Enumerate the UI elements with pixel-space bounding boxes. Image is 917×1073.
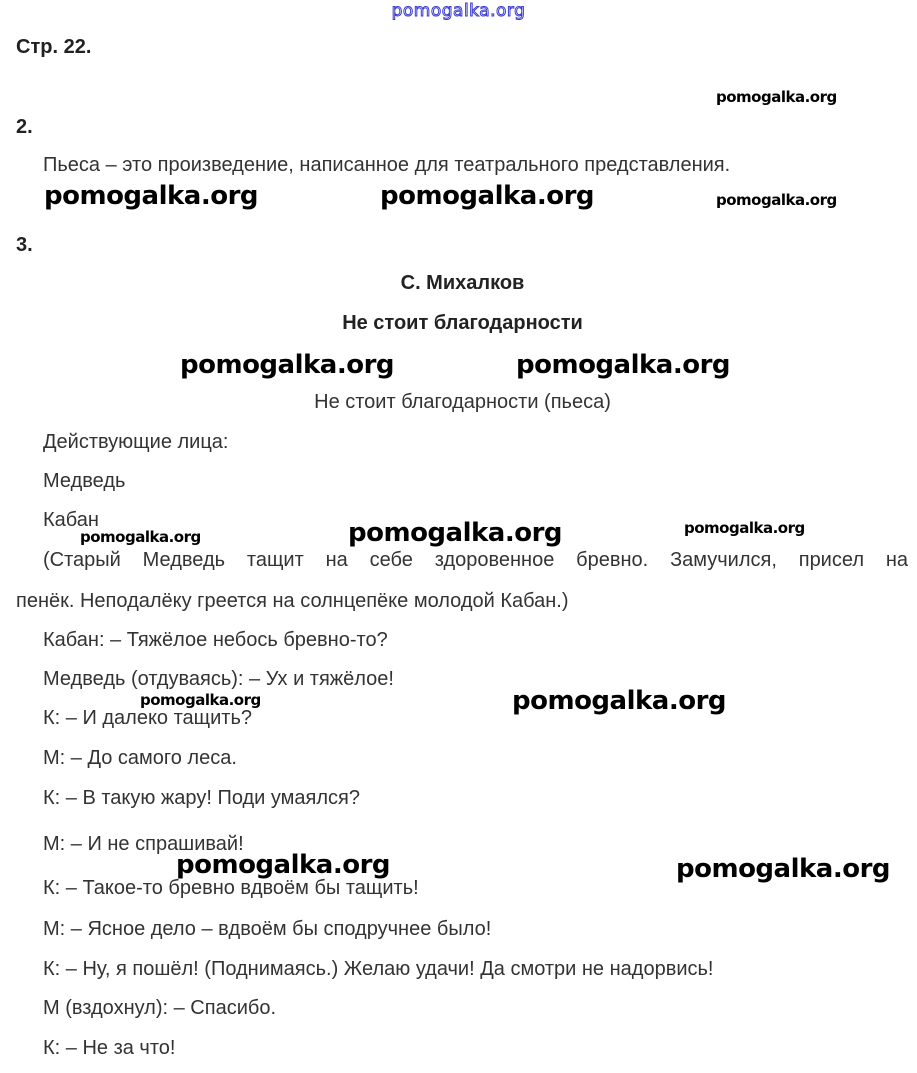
- watermark: pomogalka.org: [676, 854, 891, 884]
- dialog-line: К: – И далеко тащить?: [43, 707, 253, 729]
- page-label: Стр. 22.: [16, 36, 92, 58]
- dialog-line: Кабан: – Тяжёлое небось бревно-то?: [43, 629, 388, 651]
- dialog-line: М: – Ясное дело – вдвоём бы сподручнее было!: [43, 918, 492, 940]
- dialog-line: М: – До самого леса.: [43, 747, 237, 769]
- dialog-line: Медведь (отдуваясь): – Ух и тяжёлое!: [43, 668, 394, 690]
- watermark: pomogalka.org: [180, 350, 395, 380]
- watermark: pomogalka.org: [44, 181, 259, 211]
- dialog-line: М: – И не спрашивай!: [43, 833, 244, 855]
- watermark: pomogalka.org: [140, 691, 261, 709]
- task-2-number: 2.: [16, 116, 33, 138]
- work-title: Не стоит благодарности: [342, 312, 583, 334]
- author: С. Михалков: [400, 272, 525, 294]
- stage-direction-line-2: пенёк. Неподалёку греется на солнцепёке молодой Кабан.): [16, 590, 569, 612]
- watermark-top[interactable]: pomogalka.org: [391, 1, 526, 21]
- watermark: pomogalka.org: [80, 528, 201, 546]
- watermark: pomogalka.org: [348, 518, 563, 548]
- cast-item: Кабан: [43, 509, 99, 531]
- watermark: pomogalka.org: [516, 350, 731, 380]
- cast-label: Действующие лица:: [43, 431, 229, 453]
- play-subtitle: Не стоит благодарности (пьеса): [314, 391, 611, 413]
- watermark: pomogalka.org: [716, 88, 837, 106]
- watermark: pomogalka.org: [684, 519, 805, 537]
- watermark: pomogalka.org: [380, 181, 595, 211]
- watermark: pomogalka.org: [716, 191, 837, 209]
- stage-direction-line-1: (Старый Медведь тащит на себе здоровенное бревно. Замучился, присел на: [43, 549, 908, 571]
- watermark: pomogalka.org: [512, 686, 727, 716]
- cast-item: Медведь: [43, 470, 126, 492]
- dialog-line: К: – Ну, я пошёл! (Поднимаясь.) Желаю удачи! Да смотри не надорвись!: [43, 958, 714, 980]
- dialog-line: М (вздохнул): – Спасибо.: [43, 997, 277, 1019]
- dialog-line: К: – В такую жару! Поди умаялся?: [43, 787, 361, 809]
- dialog-line: К: – Такое-то бревно вдвоём бы тащить!: [43, 877, 419, 899]
- task-2-text: Пьеса – это произведение, написанное для театрального представления.: [43, 154, 731, 176]
- task-3-number: 3.: [16, 234, 33, 256]
- watermark: pomogalka.org: [176, 850, 391, 880]
- dialog-line: К: – Не за что!: [43, 1037, 176, 1059]
